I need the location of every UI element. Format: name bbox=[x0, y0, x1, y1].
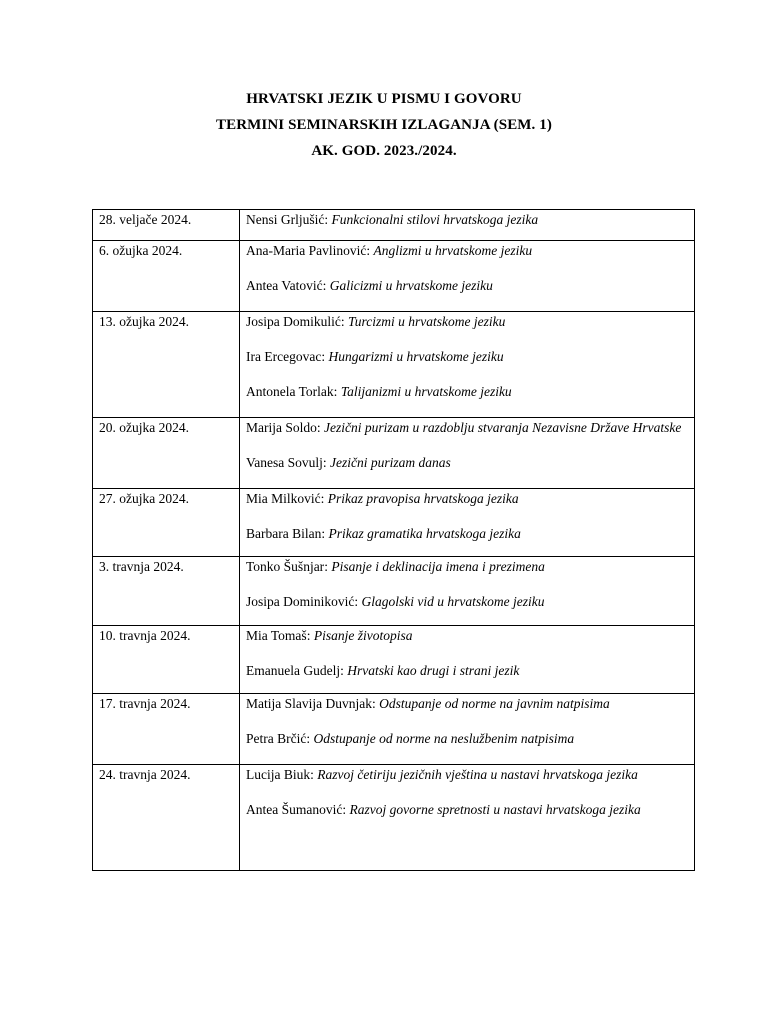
course-title: HRVATSKI JEZIK U PISMU I GOVORU bbox=[246, 91, 522, 107]
presentation-title: Odstupanje od norme na neslužbenim natpisima bbox=[313, 731, 575, 746]
presenter-separator: : bbox=[324, 212, 332, 227]
presenter-separator: : bbox=[324, 559, 332, 574]
session-date: 24. travnja 2024. bbox=[93, 765, 240, 871]
presentation-title: Talijanizmi u hrvatskome jeziku bbox=[340, 384, 512, 399]
schedule-row bbox=[93, 210, 695, 241]
schedule-row bbox=[93, 312, 695, 418]
presentation-title: Turcizmi u hrvatskome jeziku bbox=[348, 314, 506, 329]
presenter-name: Mia Milković bbox=[246, 491, 321, 506]
presentation-entry bbox=[246, 454, 689, 471]
presenter-name: Antea Vatović bbox=[246, 278, 323, 293]
presenter-separator: : bbox=[354, 594, 362, 609]
presentation-entry bbox=[246, 801, 689, 818]
presenter-name: Matija Slavija Duvnjak bbox=[246, 696, 372, 711]
presentation-entry bbox=[246, 313, 689, 330]
presentation-title: Pisanje i deklinacija imena i prezimena bbox=[331, 559, 545, 574]
session-presentations bbox=[240, 241, 695, 312]
session-date: 6. ožujka 2024. bbox=[93, 241, 240, 312]
presentation-entry bbox=[246, 766, 689, 783]
presentation-title: Pisanje životopisa bbox=[313, 628, 413, 643]
presenter-separator: : bbox=[340, 663, 348, 678]
presentation-entry bbox=[246, 627, 689, 644]
presenter-name: Lucija Biuk bbox=[246, 767, 311, 782]
session-presentations bbox=[240, 765, 695, 871]
presentation-entry bbox=[246, 695, 689, 712]
document-header bbox=[0, 86, 768, 164]
session-date: 27. ožujka 2024. bbox=[93, 489, 240, 557]
presentation-entry bbox=[246, 525, 689, 542]
presenter-separator: : bbox=[321, 349, 329, 364]
presentation-entry bbox=[246, 558, 689, 575]
presenter-separator: : bbox=[322, 455, 331, 470]
presentation-entry bbox=[246, 242, 689, 259]
schedule-row bbox=[93, 557, 695, 626]
presentation-entry bbox=[246, 490, 689, 507]
presenter-name: Nensi Grljušić bbox=[246, 212, 325, 227]
schedule-row bbox=[93, 241, 695, 312]
presentation-title: Prikaz gramatika hrvatskoga jezika bbox=[328, 526, 521, 541]
presentation-title: Hungarizmi u hrvatskome jeziku bbox=[328, 349, 504, 364]
presenter-name: Antea Šumanović bbox=[246, 802, 343, 817]
presenter-name: Emanuela Gudelj bbox=[246, 663, 341, 678]
presenter-separator: : bbox=[321, 526, 329, 541]
presenter-name: Ira Ercegovac bbox=[246, 349, 322, 364]
presentation-entry bbox=[246, 277, 689, 294]
presenter-name: Mia Tomaš bbox=[246, 628, 307, 643]
presenter-name: Marija Soldo bbox=[246, 420, 317, 435]
presentation-title: Glagolski vid u hrvatskome jeziku bbox=[361, 594, 545, 609]
presentation-title: Odstupanje od norme na javnim natpisima bbox=[379, 696, 610, 711]
presentation-entry bbox=[246, 593, 689, 610]
session-presentations bbox=[240, 626, 695, 694]
schedule-row bbox=[93, 694, 695, 765]
presentation-title: Jezični purizam u razdoblju stvaranja Nezavisne Države Hrvatske bbox=[324, 420, 682, 435]
presenter-separator: : bbox=[340, 314, 349, 329]
schedule-row bbox=[93, 765, 695, 871]
presenter-separator: : bbox=[366, 243, 374, 258]
session-presentations bbox=[240, 489, 695, 557]
session-presentations bbox=[240, 418, 695, 489]
presentation-entry bbox=[246, 662, 689, 679]
presenter-separator: : bbox=[371, 696, 380, 711]
presentation-title: Jezični purizam danas bbox=[330, 455, 451, 470]
presentation-entry bbox=[246, 348, 689, 365]
session-date: 13. ožujka 2024. bbox=[93, 312, 240, 418]
session-date: 28. veljače 2024. bbox=[93, 210, 240, 241]
session-date: 10. travnja 2024. bbox=[93, 626, 240, 694]
presenter-name: Josipa Domikulić bbox=[246, 314, 341, 329]
presenter-separator: : bbox=[333, 384, 341, 399]
session-date: 17. travnja 2024. bbox=[93, 694, 240, 765]
session-date: 3. travnja 2024. bbox=[93, 557, 240, 626]
presenter-separator: : bbox=[320, 491, 328, 506]
presenter-name: Petra Brčić bbox=[246, 731, 307, 746]
presentation-entry bbox=[246, 419, 689, 436]
schedule-body bbox=[93, 210, 695, 871]
presenter-name: Vanesa Sovulj bbox=[246, 455, 323, 470]
schedule-row bbox=[93, 418, 695, 489]
session-presentations bbox=[240, 312, 695, 418]
schedule-subtitle: TERMINI SEMINARSKIH IZLAGANJA (SEM. 1) bbox=[216, 117, 552, 133]
presentation-entry bbox=[246, 211, 689, 228]
presenter-name: Josipa Dominiković bbox=[246, 594, 355, 609]
presentation-title: Prikaz pravopisa hrvatskoga jezika bbox=[327, 491, 519, 506]
seminar-schedule-table bbox=[92, 209, 695, 871]
presentation-entry bbox=[246, 730, 689, 747]
presentation-entry bbox=[246, 383, 689, 400]
presenter-separator: : bbox=[306, 731, 314, 746]
presenter-separator: : bbox=[310, 767, 318, 782]
schedule-row bbox=[93, 489, 695, 557]
session-date: 20. ožujka 2024. bbox=[93, 418, 240, 489]
presenter-name: Ana-Maria Pavlinović bbox=[246, 243, 367, 258]
session-presentations bbox=[240, 694, 695, 765]
session-presentations bbox=[240, 557, 695, 626]
presenter-name: Tonko Šušnjar bbox=[246, 559, 325, 574]
presenter-separator: : bbox=[342, 802, 350, 817]
presentation-title: Razvoj govorne spretnosti u nastavi hrvatskoga jezika bbox=[349, 802, 641, 817]
presentation-title: Razvoj četiriju jezičnih vještina u nastavi hrvatskoga jezika bbox=[317, 767, 638, 782]
presenter-name: Antonela Torlak bbox=[246, 384, 334, 399]
presentation-title: Funkcionalni stilovi hrvatskoga jezika bbox=[331, 212, 539, 227]
academic-year: AK. GOD. 2023./2024. bbox=[311, 143, 457, 159]
schedule-row bbox=[93, 626, 695, 694]
presentation-title: Hrvatski kao drugi i strani jezik bbox=[347, 663, 520, 678]
presenter-separator: : bbox=[316, 420, 325, 435]
presentation-title: Galicizmi u hrvatskome jeziku bbox=[329, 278, 493, 293]
presenter-separator: : bbox=[322, 278, 330, 293]
presenter-name: Barbara Bilan bbox=[246, 526, 322, 541]
presenter-separator: : bbox=[306, 628, 314, 643]
presentation-title: Anglizmi u hrvatskome jeziku bbox=[373, 243, 533, 258]
session-presentations bbox=[240, 210, 695, 241]
